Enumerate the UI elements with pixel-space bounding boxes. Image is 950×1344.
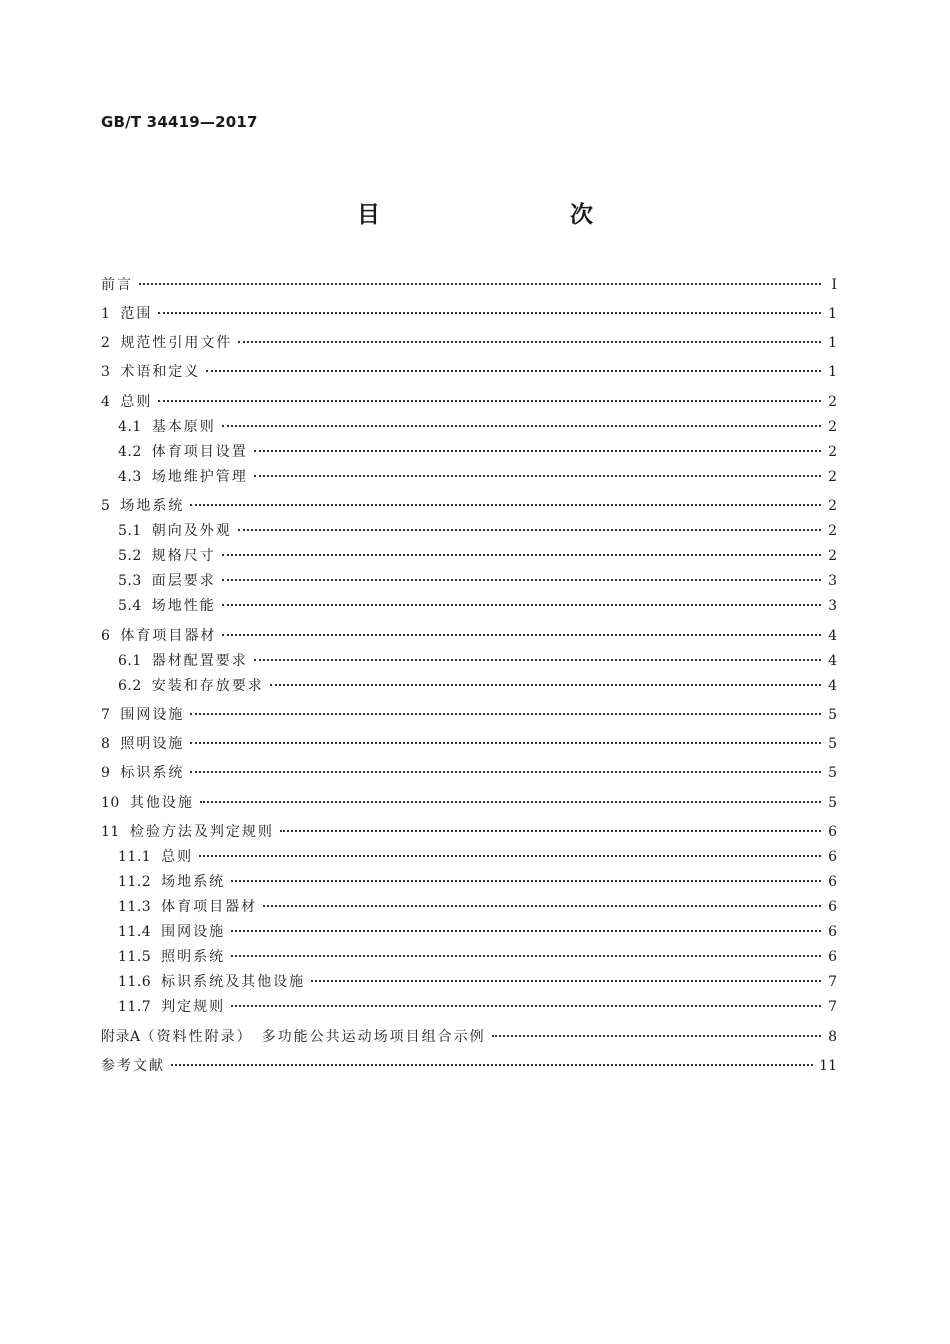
dot-leader: [238, 341, 821, 343]
dot-leader: [231, 1005, 821, 1007]
toc-entry[interactable]: [101, 417, 837, 437]
dot-leader: [254, 450, 821, 452]
dot-leader: [190, 504, 821, 506]
toc-entry-number: 11.4: [118, 924, 152, 940]
toc-entry-number: 7: [101, 707, 111, 723]
toc-entry-page: 4: [828, 678, 837, 694]
dot-leader: [190, 742, 821, 744]
toc-entry-number: 11.5: [118, 949, 152, 965]
toc-entry[interactable]: [101, 793, 837, 813]
toc-entry-page: 2: [828, 469, 837, 485]
toc-entry-label: 照明系统: [161, 949, 226, 965]
toc-entry-page: 2: [828, 548, 837, 564]
toc-entry-page: 4: [828, 628, 837, 644]
toc-entry[interactable]: [101, 1056, 837, 1076]
toc-entry-number: 6.2: [118, 678, 142, 694]
toc-entry-page: 2: [828, 444, 837, 460]
toc-entry[interactable]: [101, 304, 837, 324]
dot-leader: [231, 930, 821, 932]
toc-entry[interactable]: [101, 467, 837, 487]
toc-entry-label: 标识系统: [120, 765, 185, 781]
toc-entry-label: 体育项目器材: [120, 628, 217, 644]
toc-entry-label: 其他设施: [129, 795, 194, 811]
toc-entry[interactable]: [101, 275, 837, 295]
toc-entry-number: 附录A: [101, 1029, 141, 1045]
toc-entry-page: 7: [828, 999, 837, 1015]
toc-entry-page: 1: [828, 364, 837, 380]
toc-entry-number: 5.1: [118, 523, 142, 539]
dot-leader: [158, 400, 821, 402]
toc-entry-label: 术语和定义: [120, 364, 201, 380]
page-title: 目 次: [357, 202, 641, 228]
toc-entry-number: 4.1: [118, 419, 142, 435]
toc-entry-number: 1: [101, 306, 111, 322]
toc-entry[interactable]: [101, 763, 837, 783]
toc-entry-page: Ⅰ: [831, 277, 837, 293]
dot-leader: [231, 955, 821, 957]
toc-entry-number: 4.3: [118, 469, 142, 485]
dot-leader: [200, 801, 821, 803]
dot-leader: [270, 684, 821, 686]
toc-entry[interactable]: [101, 947, 837, 967]
toc-entry-number: 5.3: [118, 573, 142, 589]
toc-entry-label: 总则: [120, 394, 153, 410]
toc-entry-label: 规范性引用文件: [120, 335, 233, 351]
toc-entry[interactable]: [101, 676, 837, 696]
toc-entry-label: 检验方法及判定规则: [129, 824, 274, 840]
toc-entry-label: 规格尺寸: [151, 548, 216, 564]
toc-entry[interactable]: [101, 972, 837, 992]
dot-leader: [222, 554, 821, 556]
toc-entry-label: 照明设施: [120, 736, 185, 752]
toc-entry-page: 7: [828, 974, 837, 990]
toc-entry-number: 11.1: [118, 849, 152, 865]
toc-entry[interactable]: [101, 822, 837, 842]
toc-entry-page: 8: [828, 1029, 837, 1045]
toc-entry-label: 朝向及外观: [151, 523, 232, 539]
toc-entry[interactable]: [101, 546, 837, 566]
toc-entry-number: 10: [101, 795, 120, 811]
dot-leader: [206, 370, 821, 372]
toc-entry[interactable]: [101, 705, 837, 725]
toc-entry-page: 5: [828, 736, 837, 752]
dot-leader: [171, 1064, 813, 1066]
dot-leader: [492, 1035, 821, 1037]
toc-entry[interactable]: [101, 997, 837, 1017]
dot-leader: [222, 604, 821, 606]
toc-entry-number: 6.1: [118, 653, 142, 669]
toc-entry-page: 6: [828, 899, 837, 915]
toc-entry[interactable]: [101, 521, 837, 541]
toc-entry[interactable]: [101, 392, 837, 412]
toc-entry-label: 体育项目器材: [161, 899, 258, 915]
dot-leader: [190, 713, 821, 715]
toc-entry-page: 6: [828, 924, 837, 940]
standard-code: GB/T 34419—2017: [101, 113, 258, 131]
dot-leader: [231, 880, 821, 882]
dot-leader: [280, 830, 821, 832]
toc-entry[interactable]: [101, 571, 837, 591]
toc-entry-page: 2: [828, 523, 837, 539]
toc-entry-page: 6: [828, 949, 837, 965]
toc-entry-label: 围网设施: [161, 924, 226, 940]
toc-entry-page: 2: [828, 419, 837, 435]
toc-entry-number: 3: [101, 364, 111, 380]
toc-entry-number: 4.2: [118, 444, 142, 460]
toc-entry-page: 2: [828, 498, 837, 514]
dot-leader: [238, 529, 821, 531]
toc-entry-label: 场地性能: [151, 598, 216, 614]
toc-entry-label: 场地系统: [161, 874, 226, 890]
toc-entry-page: 11: [819, 1058, 837, 1074]
toc-entry[interactable]: [101, 596, 837, 616]
toc-entry-page: 5: [828, 765, 837, 781]
toc-entry-label: 场地系统: [120, 498, 185, 514]
toc-entry[interactable]: [101, 872, 837, 892]
toc-entry-page: 5: [828, 795, 837, 811]
dot-leader: [254, 659, 821, 661]
toc-entry-number: 11.7: [118, 999, 152, 1015]
toc-entry[interactable]: [101, 362, 837, 382]
dot-leader: [199, 855, 821, 857]
toc-entry[interactable]: [101, 897, 837, 917]
dot-leader: [222, 425, 821, 427]
dot-leader: [222, 579, 821, 581]
toc-entry-label: 判定规则: [161, 999, 226, 1015]
toc-entry-label: 基本原则: [151, 419, 216, 435]
toc-entry-number: 5.4: [118, 598, 142, 614]
toc-entry-number: 2: [101, 335, 111, 351]
toc-entry-label: （资料性附录） 多功能公共运动场项目组合示例: [140, 1029, 486, 1045]
toc-entry-page: 3: [828, 573, 837, 589]
toc-entry[interactable]: [101, 734, 837, 754]
toc-entry-number: 5.2: [118, 548, 142, 564]
toc-entry-label: 器材配置要求: [151, 653, 248, 669]
toc-entry-label: 参考文献: [101, 1058, 165, 1074]
toc-entry[interactable]: [101, 1027, 837, 1047]
toc-entry-label: 面层要求: [151, 573, 216, 589]
toc-entry[interactable]: [101, 847, 837, 867]
toc-entry-number: 6: [101, 628, 111, 644]
toc-entry[interactable]: [101, 442, 837, 462]
toc-entry-page: 2: [828, 394, 837, 410]
toc-entry-label: 范围: [120, 306, 153, 322]
toc-entry-number: 4: [101, 394, 111, 410]
toc-entry[interactable]: [101, 651, 837, 671]
toc-entry[interactable]: [101, 626, 837, 646]
toc-entry-page: 3: [828, 598, 837, 614]
toc-entry-number: 9: [101, 765, 111, 781]
toc-entry-page: 6: [828, 849, 837, 865]
dot-leader: [311, 980, 821, 982]
toc-entry-label: 体育项目设置: [151, 444, 248, 460]
dot-leader: [254, 475, 821, 477]
toc-entry-page: 6: [828, 824, 837, 840]
toc-entry-label: 标识系统及其他设施: [161, 974, 306, 990]
toc-entry-number: 8: [101, 736, 111, 752]
toc-entry-page: 1: [828, 335, 837, 351]
dot-leader: [190, 771, 821, 773]
toc-entry-number: 11.6: [118, 974, 152, 990]
toc-entry-label: 安装和存放要求: [151, 678, 264, 694]
toc-entry-page: 6: [828, 874, 837, 890]
dot-leader: [158, 312, 821, 314]
toc-entry-page: 4: [828, 653, 837, 669]
toc-entry-label: 场地维护管理: [151, 469, 248, 485]
toc-entry-page: 1: [828, 306, 837, 322]
toc-entry-number: 11.3: [118, 899, 152, 915]
toc-entry-number: 11.2: [118, 874, 152, 890]
toc-entry-number: 5: [101, 498, 111, 514]
toc-entry[interactable]: [101, 333, 837, 353]
toc-entry-label: 总则: [161, 849, 194, 865]
toc-entry-page: 5: [828, 707, 837, 723]
dot-leader: [139, 283, 821, 285]
toc-entry-label: 围网设施: [120, 707, 185, 723]
dot-leader: [263, 905, 821, 907]
toc-entry[interactable]: [101, 496, 837, 516]
toc-entry[interactable]: [101, 922, 837, 942]
dot-leader: [222, 634, 821, 636]
toc-entry-label: 前言: [101, 277, 133, 293]
toc-entry-number: 11: [101, 824, 120, 840]
